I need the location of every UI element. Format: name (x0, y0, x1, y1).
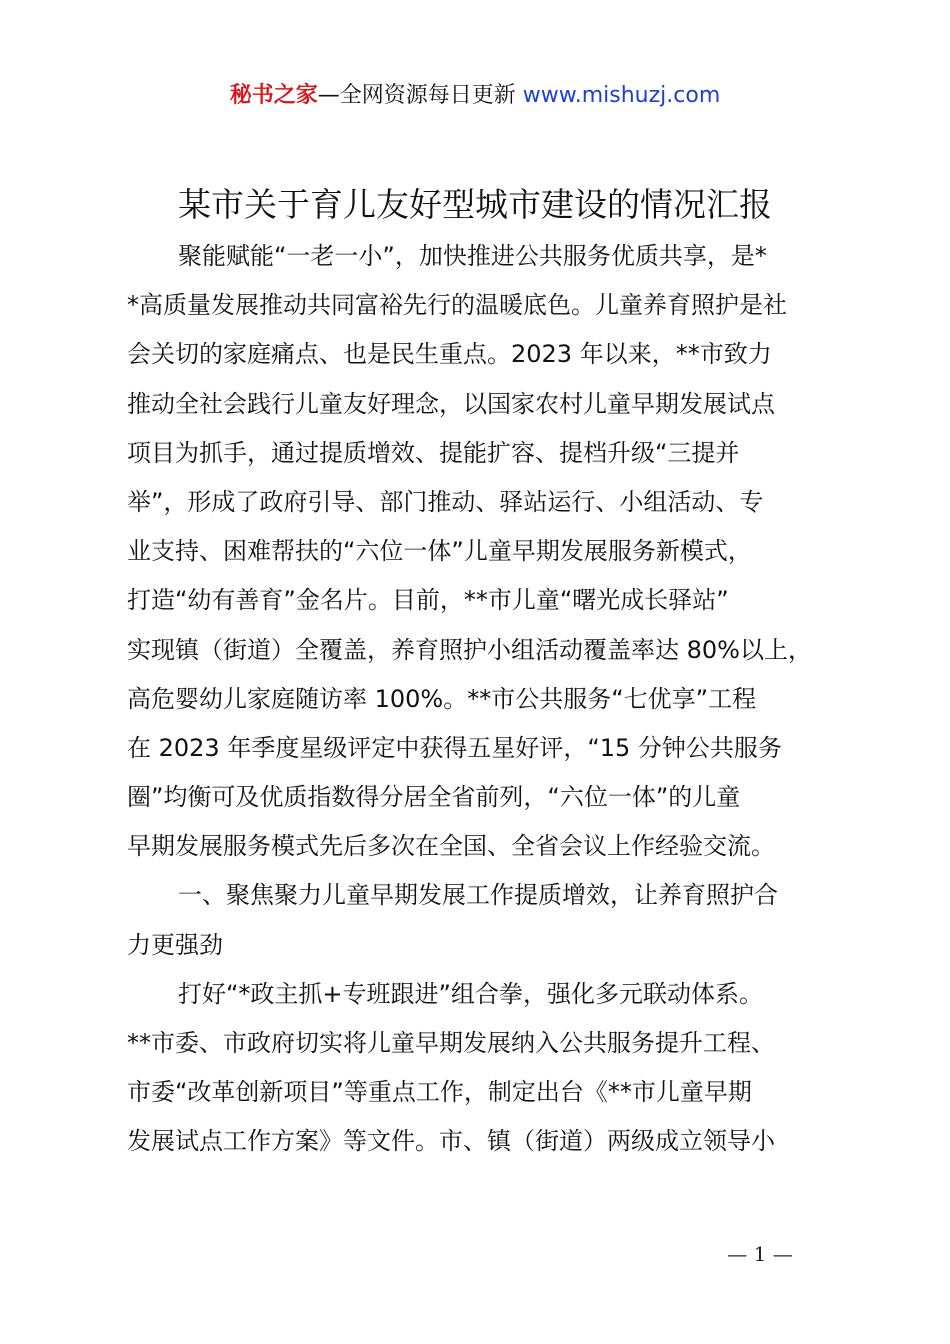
paragraph-line: *高质量发展推动共同富裕先行的温暖底色。儿童养育照护是社 (127, 291, 787, 320)
paragraph-line: 早期发展服务模式先后多次在全国、全省会议上作经验交流。 (127, 832, 775, 861)
paragraph-line: 高危婴幼儿家庭随访率 100%。**市公共服务“七优享”工程 (127, 684, 757, 713)
paragraph-line: 发展试点工作方案》等文件。市、镇（街道）两级成立领导小 (127, 1127, 775, 1156)
paragraph-line: 在 2023 年季度星级评定中获得五星好评，“15 分钟公共服务 (127, 733, 782, 762)
paragraph-line: **市委、市政府切实将儿童早期发展纳入公共服务提升工程、 (127, 1029, 775, 1057)
paragraph-line: 市委“改革创新项目”等重点工作，制定出台《**市儿童早期 (127, 1078, 752, 1107)
paragraph-line: 圈”均衡可及优质指数得分居全省前列，“六位一体”的儿童 (127, 783, 741, 812)
paragraph-line: 聚能赋能“一老一小”，加快推进公共服务优质共享，是* (178, 242, 767, 270)
site-brand: 秘书之家 (229, 83, 318, 108)
section-heading-line: 力更强劲 (127, 930, 223, 959)
paragraph-line: 项目为抓手，通过提质增效、提能扩容、提档升级“三提并 (127, 438, 740, 467)
site-url-link[interactable]: www.mishuzj.com (522, 83, 721, 108)
paragraph-line: 会关切的家庭痛点、也是民生重点。2023 年以来，**市致力 (127, 340, 772, 369)
document-body (127, 232, 847, 1167)
paragraph-line: 推动全社会践行儿童友好理念，以国家农村儿童早期发展试点 (127, 389, 775, 418)
site-header (0, 80, 950, 112)
page-number: — 1 — (727, 1242, 793, 1266)
paragraph-line: 业支持、困难帮扶的“六位一体”儿童早期发展服务新模式， (127, 537, 752, 566)
document-title: 某市关于育儿友好型城市建设的情况汇报 (178, 185, 772, 224)
paragraph-line: 打好“*政主抓+专班跟进”组合拳，强化多元联动体系。 (178, 979, 763, 1008)
site-tagline: —全网资源每日更新 (317, 83, 523, 108)
section-heading-line: 一、聚焦聚力儿童早期发展工作提质增效，让养育照护合 (178, 881, 778, 910)
paragraph-line: 举”，形成了政府引导、部门推动、驿站运行、小组活动、专 (127, 487, 764, 516)
paragraph-line: 打造“幼有善育”金名片。目前，**市儿童“曙光成长驿站” (127, 586, 729, 615)
paragraph-line: 实现镇（街道）全覆盖，养育照护小组活动覆盖率达 80%以上， (127, 635, 812, 664)
